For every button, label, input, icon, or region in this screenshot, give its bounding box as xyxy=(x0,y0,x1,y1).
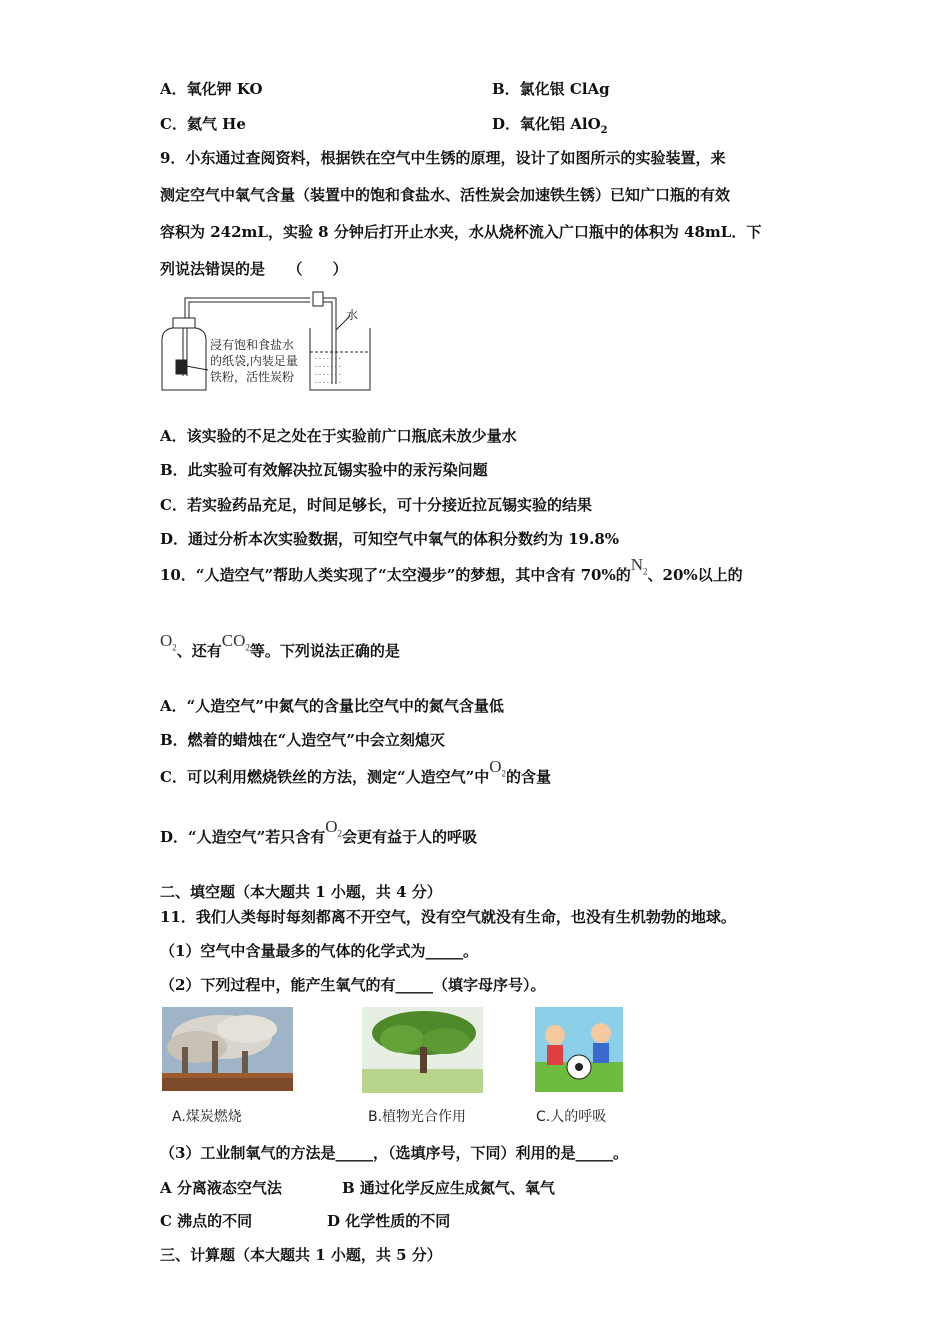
svg-text:- - - - - - -: - - - - - - - xyxy=(315,363,341,370)
q9-option-d: D．通过分析本次实验数据，可知空气中氧气的体积分数约为 19.8% xyxy=(160,530,620,548)
q10-option-a: A．“人造空气”中氮气的含量比空气中的氮气含量低 xyxy=(160,697,504,715)
section-3-heading: 三、计算题（本大题共 1 小题，共 5 分） xyxy=(160,1246,442,1264)
q9-option-a: A．该实验的不足之处在于实验前广口瓶底未放少量水 xyxy=(160,427,517,445)
svg-text:- - - - - - -: - - - - - - - xyxy=(315,355,341,362)
connecting-tube-top xyxy=(185,298,310,318)
q11-part-1: （1）空气中含量最多的气体的化学式为_____。 xyxy=(160,942,478,960)
q9-stem-line-1: 9．小东通过查阅资料，根据铁在空气中生锈的原理，设计了如图所示的实验装置，来 xyxy=(160,149,726,167)
q11-stem: 11．我们人类每时每刻都离不开空气，没有空气就没有生命，也没有生机勃勃的地球。 xyxy=(160,908,736,926)
q10-option-c: C．可以利用燃烧铁丝的方法，测定“人造空气”中$O_2$的含量 xyxy=(160,757,551,786)
bag-label-1: 浸有饱和食盐水 xyxy=(210,338,295,352)
water-clamp xyxy=(313,292,323,306)
q8-option-c: C．氦气 He xyxy=(160,115,246,133)
wide-mouth-bottle xyxy=(162,328,206,390)
water-label: 水 xyxy=(346,308,359,322)
q9-stem-line-2: 测定空气中氧气含量（装置中的饱和食盐水、活性炭会加速铁生锈）已知广口瓶的有效 xyxy=(160,186,731,204)
paper-bag xyxy=(176,360,186,374)
human-breathing-image xyxy=(535,1007,623,1092)
q8-option-a: A．氧化钾 KO xyxy=(160,80,263,98)
bag-label-3: 铁粉，活性炭粉 xyxy=(210,370,295,384)
q11-part-2: （2）下列过程中，能产生氧气的有_____（填字母序号）。 xyxy=(160,976,546,994)
q9-option-b: B．此实验可有效解决拉瓦锡实验中的汞污染问题 xyxy=(160,461,488,479)
choice-a: A 分离液态空气法 xyxy=(160,1179,282,1197)
q9-stem-line-3: 容积为 242mL，实验 8 分钟后打开止水夹，水从烧杯流入广口瓶中的体积为 48mL．下 xyxy=(160,223,762,241)
caption-a: A.煤炭燃烧 xyxy=(172,1109,242,1125)
choice-c: C 沸点的不同 xyxy=(160,1212,253,1230)
q9-apparatus-figure xyxy=(160,288,380,398)
choice-b: B 通过化学反应生成氮气、氧气 xyxy=(342,1179,555,1197)
q9-option-c: C．若实验药品充足，时间足够长，可十分接近拉瓦锡实验的结果 xyxy=(160,496,592,514)
q10-stem-line-2: $O_2$、还有$CO_2$等。下列说法正确的是 xyxy=(160,631,400,660)
caption-b: B.植物光合作用 xyxy=(368,1109,467,1125)
section-2-heading: 二、填空题（本大题共 1 小题，共 4 分） xyxy=(160,883,442,901)
caption-c: C.人的呼吸 xyxy=(536,1109,607,1125)
choice-d: D 化学性质的不同 xyxy=(327,1212,451,1230)
q9-stem-line-4: 列说法错误的是 （ ） xyxy=(160,260,348,278)
bottle-stopper xyxy=(173,318,195,328)
q10-option-b: B．燃着的蜡烛在“人造空气”中会立刻熄灭 xyxy=(160,731,445,749)
q11-part-3: （3）工业制氧气的方法是_____，（选填序号，下同）利用的是_____。 xyxy=(160,1144,628,1162)
tree-photosynthesis-image xyxy=(362,1007,483,1093)
bag-label-2: 的纸袋,内装足量 xyxy=(210,354,298,368)
svg-text:- - - - - - -: - - - - - - - xyxy=(315,371,341,378)
q10-stem-line-1: 10．“人造空气”帮助人类实现了“太空漫步”的梦想，其中含有 70%的$N_2$、20%以上的 xyxy=(160,555,743,584)
q8-option-b: B．氯化银 ClAg xyxy=(492,80,610,98)
q10-option-d: D．“人造空气”若只含有$O_2$会更有益于人的呼吸 xyxy=(160,817,478,846)
q8-option-d: D．氧化铝 AlO$_2$ xyxy=(492,115,608,136)
coal-burning-image xyxy=(162,1007,293,1091)
svg-text:- - - - - - -: - - - - - - - xyxy=(315,379,341,386)
